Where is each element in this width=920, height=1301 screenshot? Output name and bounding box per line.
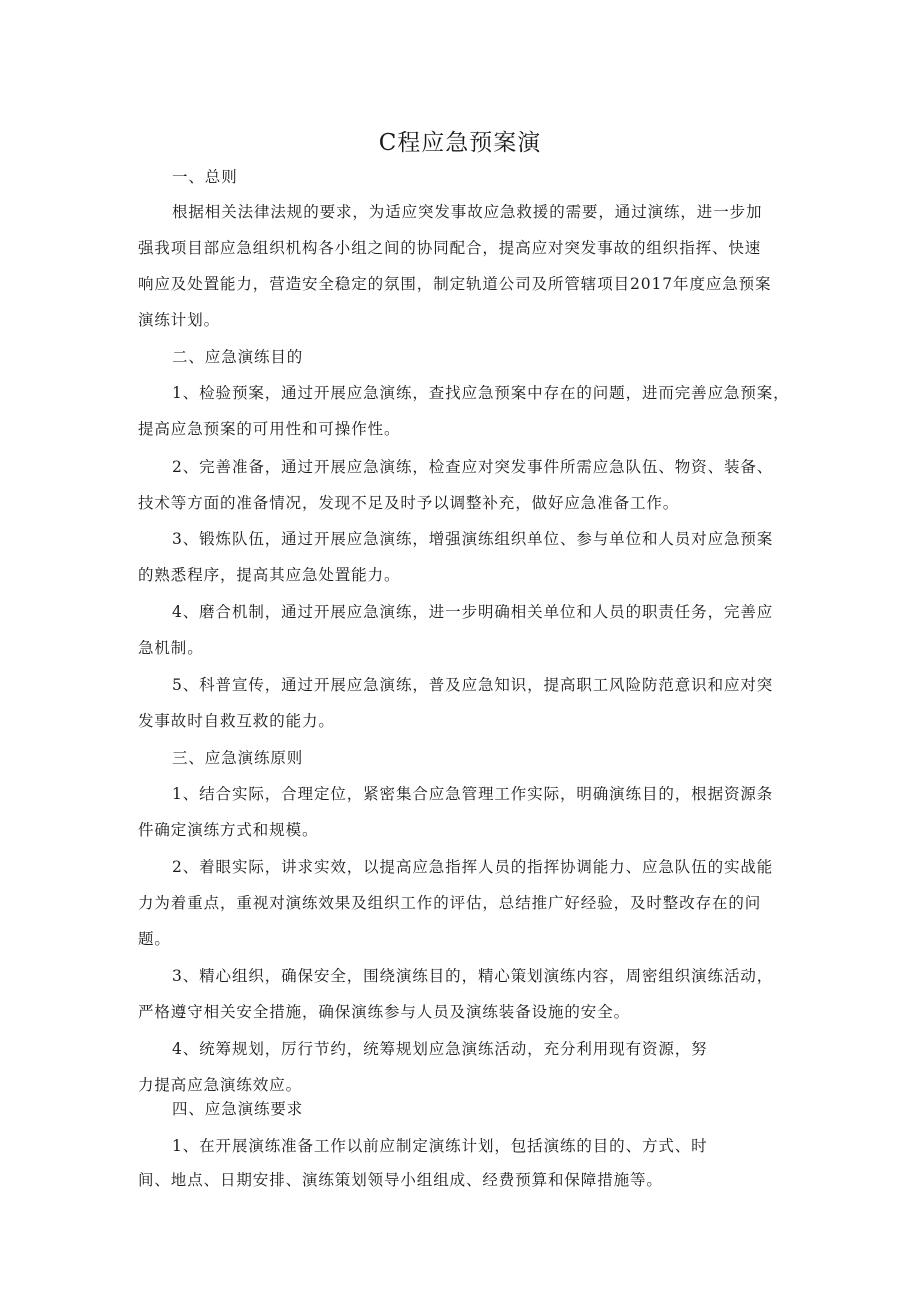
paragraph-line: 2、着眼实际，讲求实效，以提高应急指挥人员的指挥协调能力、应急队伍的实战能: [172, 858, 774, 876]
paragraph-line: 1、检验预案，通过开展应急演练，查找应急预案中存在的问题，进而完善应急预案，: [172, 384, 790, 402]
paragraph-line: 的熟悉程序，提高其应急处置能力。: [138, 566, 401, 584]
paragraph-line: 强我项目部应急组织机构各小组之间的协同配合，提高应对突发事故的组织指挥、快速: [138, 239, 762, 257]
paragraph-line: 提高应急预案的可用性和可操作性。: [138, 420, 401, 438]
paragraph-line: 件确定演练方式和规模。: [138, 821, 319, 839]
paragraph-line: 力提高应急演练效应。: [138, 1076, 303, 1094]
section-heading-requirements: 四、应急演练要求: [172, 1100, 304, 1118]
paragraph-line: 1、在开展演练准备工作以前应制定演练计划，包括演练的目的、方式、时: [172, 1137, 708, 1155]
paragraph-line: 4、统筹规划，厉行节约，统筹规划应急演练活动，充分利用现有资源，努: [172, 1040, 708, 1058]
paragraph-line: 急机制。: [138, 639, 204, 657]
paragraph-line: 发事故时自救互救的能力。: [138, 712, 335, 730]
paragraph-line: 技术等方面的准备情况，发现不足及时予以调整补充，做好应急准备工作。: [138, 494, 680, 512]
section-heading-principles: 三、应急演练原则: [172, 749, 304, 767]
paragraph-line: 演练计划。: [138, 311, 221, 329]
paragraph-line: 响应及处置能力，营造安全稳定的氛围，制定轨道公司及所管辖项目2017年度应急预案: [138, 275, 772, 293]
paragraph-line: 3、锻炼队伍，通过开展应急演练，增强演练组织单位、参与单位和人员对应急预案: [172, 530, 774, 548]
paragraph-line: 根据相关法律法规的要求，为适应突发事故应急救援的需要，通过演练，进一步加: [172, 203, 763, 221]
paragraph-line: 力为着重点，重视对演练效果及组织工作的评估，总结推广好经验，及时整改存在的问: [138, 894, 762, 912]
paragraph-line: 严格遵守相关安全措施，确保演练参与人员及演练装备设施的安全。: [138, 1003, 631, 1021]
section-heading-general: 一、总则: [172, 168, 238, 186]
paragraph-line: 题。: [138, 930, 171, 948]
document-title: C程应急预案演: [378, 130, 542, 156]
section-heading-purpose: 二、应急演练目的: [172, 348, 304, 366]
paragraph-line: 2、完善准备，通过开展应急演练，检查应对突发事件所需应急队伍、物资、装备、: [172, 458, 774, 476]
paragraph-line: 4、磨合机制，通过开展应急演练，进一步明确相关单位和人员的职责任务，完善应: [172, 603, 774, 621]
paragraph-line: 3、精心组织，确保安全，围绕演练目的，精心策划演练内容，周密组织演练活动，: [172, 967, 774, 985]
paragraph-line: 5、科普宣传，通过开展应急演练，普及应急知识，提高职工风险防范意识和应对突: [172, 676, 774, 694]
paragraph-line: 间、地点、日期安排、演练策划领导小组组成、经费预算和保障措施等。: [138, 1171, 663, 1189]
paragraph-line: 1、结合实际，合理定位，紧密集合应急管理工作实际，明确演练目的，根据资源条: [172, 785, 774, 803]
